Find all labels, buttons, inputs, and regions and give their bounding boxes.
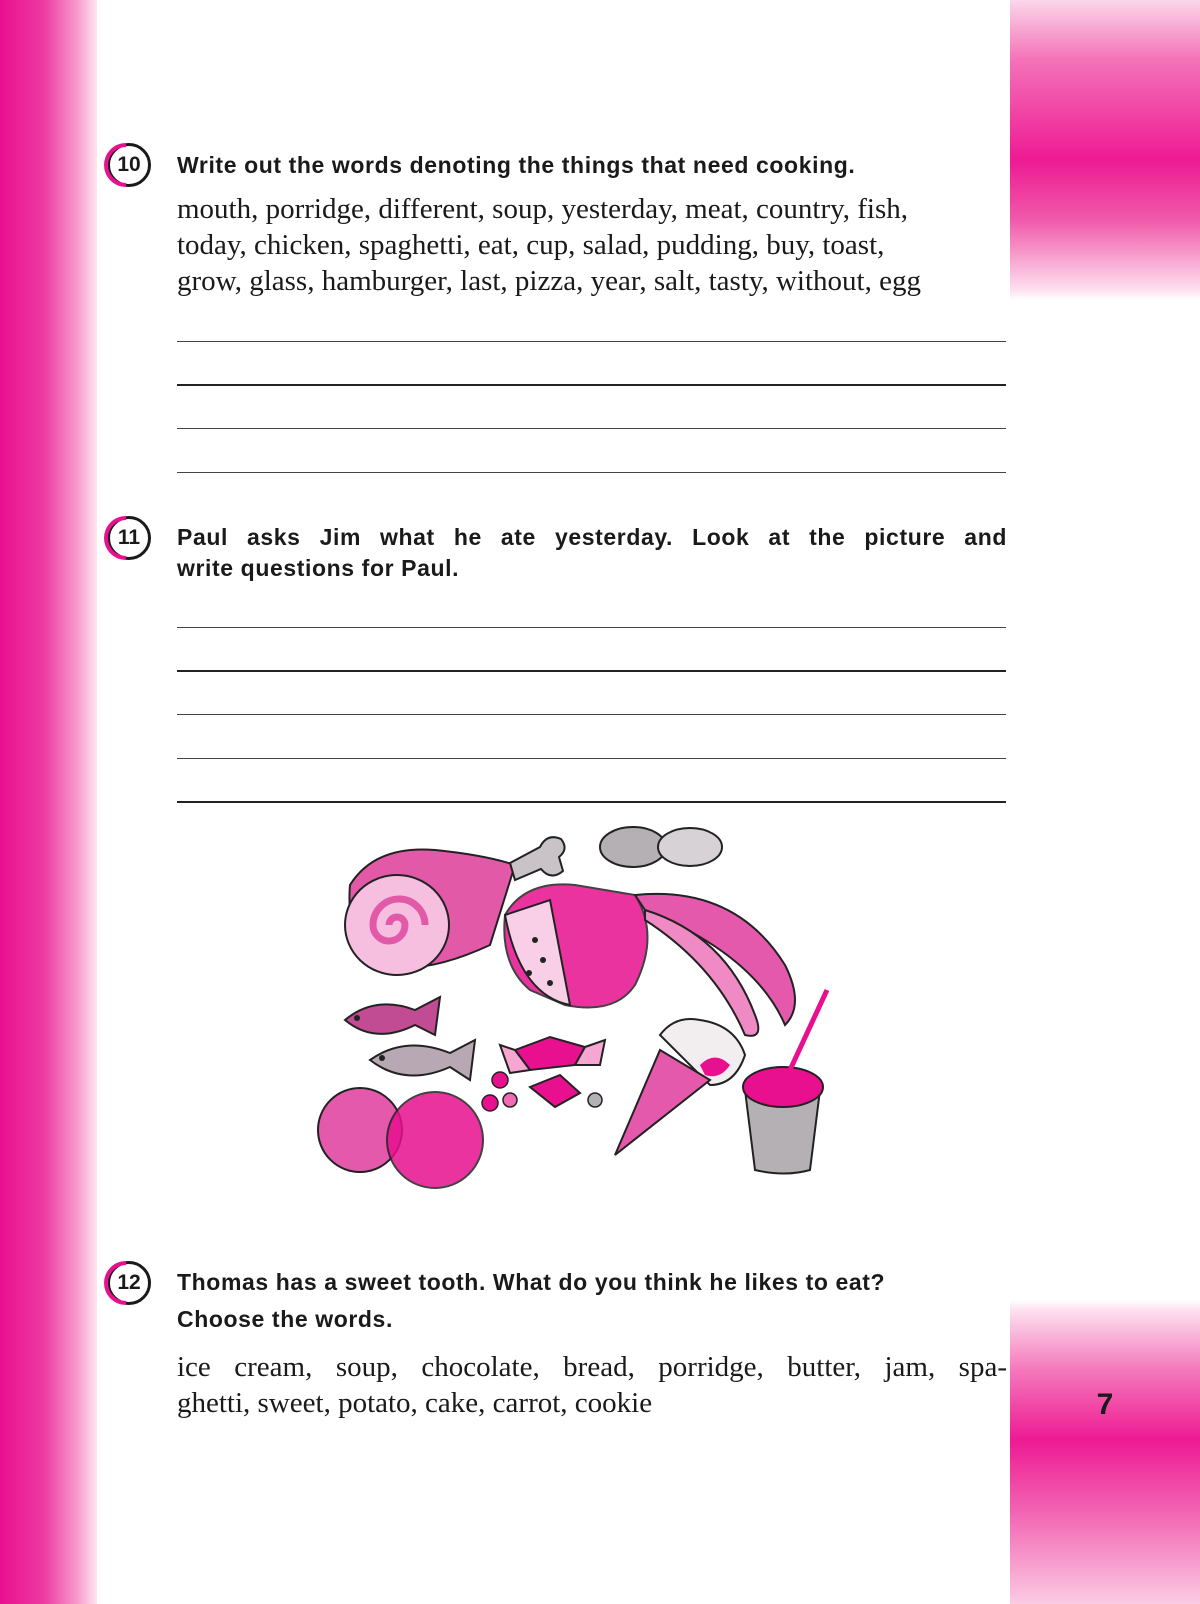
exercise-10-word-line-2: today, chicken, spaghetti, eat, cup, salad, pudding, buy, toast, [177,229,885,261]
writing-line[interactable] [177,801,1006,803]
writing-line[interactable] [177,758,1006,759]
fish-image [345,997,475,1080]
bananas-image [635,894,795,1036]
candies-image [482,1037,605,1111]
apples-image [318,1088,483,1188]
right-decorative-band [1010,0,1200,1604]
exercise-11-instruction-line-2: write questions for Paul. [177,555,460,581]
writing-line[interactable] [177,428,1006,429]
ice-cream-image [615,1019,745,1155]
cheese-image [504,884,647,1007]
exercise-number-10: 10 [107,143,151,187]
exercise-12-instruction-line-2: Choose the words. [177,1306,393,1332]
exercise-number-12: 12 [107,1261,151,1305]
page-number: 7 [1096,1388,1114,1421]
writing-line[interactable] [177,714,1006,715]
writing-line[interactable] [177,384,1006,386]
exercise-12-instruction-line-1: Thomas has a sweet tooth. What do you think he likes to eat? [177,1269,886,1295]
exercise-10-word-line-3: grow, glass, hamburger, last, pizza, year, salt, tasty, without, egg [177,265,921,297]
writing-line[interactable] [177,627,1006,628]
exercise-11-instruction-line-1: Paul asks Jim what he ate yesterday. Look at the picture and [177,524,1007,550]
exercise-12-word-line-1: ice cream, soup, chocolate, bread, porridge, butter, jam, spa- [177,1351,1007,1383]
food-illustration [315,825,865,1210]
writing-line[interactable] [177,472,1006,473]
writing-line[interactable] [177,670,1006,672]
exercise-10-word-line-1: mouth, porridge, different, soup, yesterday, meat, country, fish, [177,193,908,225]
exercise-12-word-line-2: ghetti, sweet, potato, cake, carrot, cookie [177,1387,653,1419]
exercise-10-instruction: Write out the words denoting the things that need cooking. [177,152,856,178]
exercise-number-11: 11 [107,516,151,560]
left-decorative-band [0,0,97,1604]
writing-line[interactable] [177,341,1006,342]
eggs-image [600,827,722,867]
